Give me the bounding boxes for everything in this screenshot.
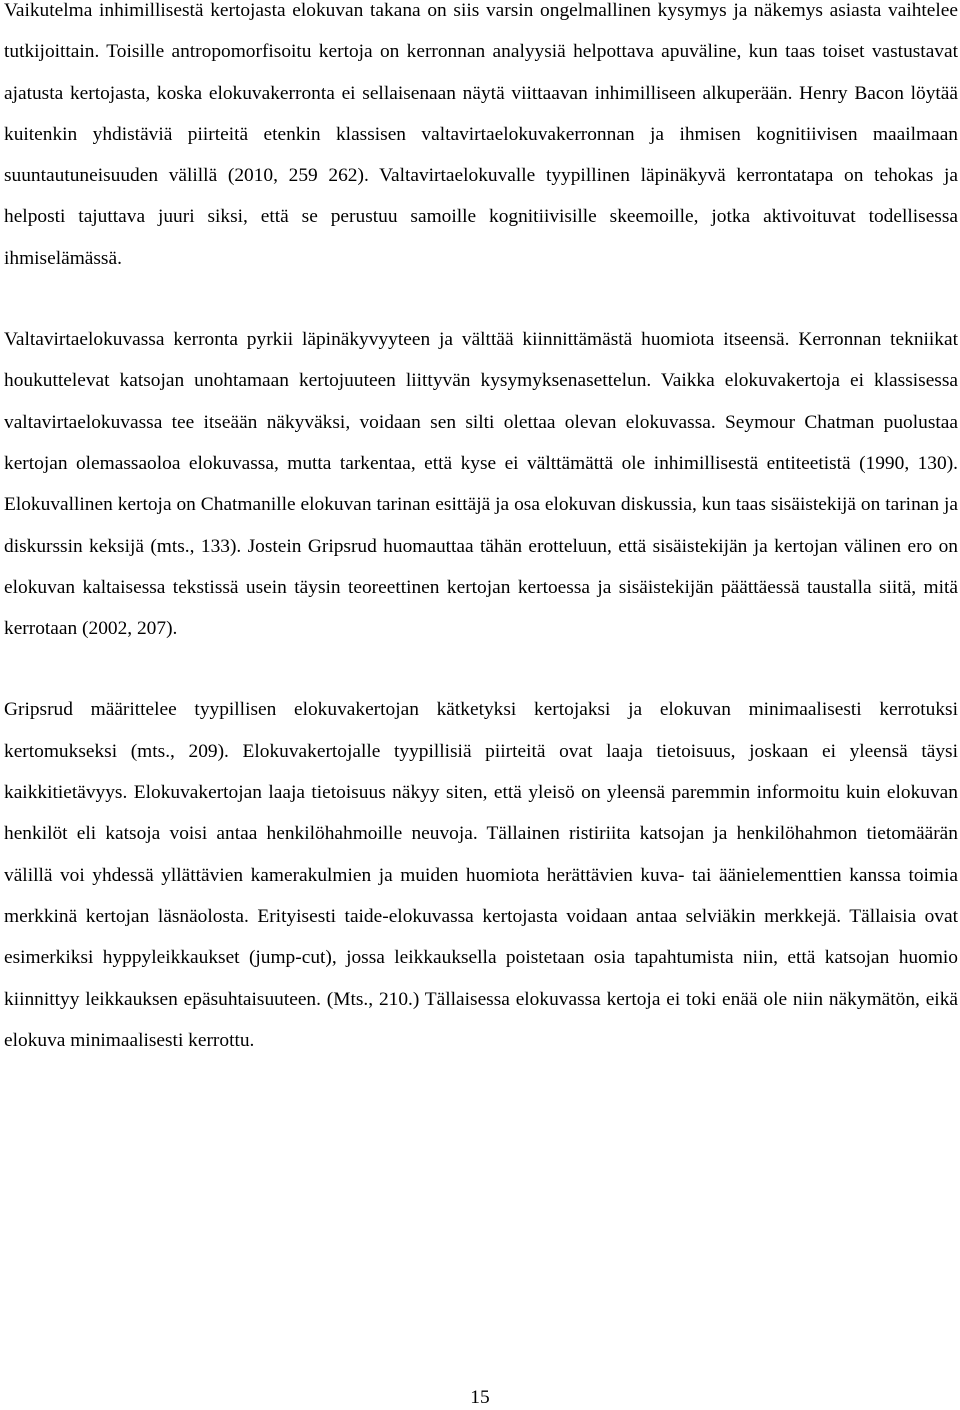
body-paragraph-2: Valtavirtaelokuvassa kerronta pyrkii läpinäkyvyyteen ja välttää kiinnittämästä huomiota itseensä. Kerronnan tekniikat houkuttelevat katsojan unohtamaan kertojuuteen liittyvän kysymyksenasettelun. Vaikka elokuvakertoja ei klassisessa valtavirtaelokuvassa tee itseään näkyväksi, voidaan sen silti olettaa olevan elokuvassa. Seymour Chatman puolustaa kertojan olemassaoloa elokuvassa, mutta tarkentaa, että kyse ei välttämättä ole inhimillisestä entiteetistä (1990, 130). Elokuvallinen kertoja on Chatmanille elokuvan tarinan esittäjä ja osa elokuvan diskussia, kun taas sisäistekijä on tarinan ja diskurssin keksijä (mts., 133). Jostein Gripsrud huomauttaa tähän erotteluun, että sisäistekijän ja kertojan välinen ero on elokuvan kaltaisessa tekstissä usein täysin teoreettinen kertojan kertoessa ja sisäistekijän päättäessä taustalla siitä, mitä kerrotaan (2002, 207). (4, 329, 958, 640)
paragraph-gap (4, 649, 958, 689)
body-paragraph-1: Vaikutelma inhimillisestä kertojasta elokuvan takana on siis varsin ongelmallinen kysymys ja näkemys asiasta vaihtelee tutkijoittain. Toisille antropomorfisoitu kertoja on kerronnan analyysiä helpottava apuväline, kun taas toiset vastustavat ajatusta kertojasta, koska elokuvakerronta ei sellaisenaan näytä viittaavan inhimilliseen alkuperään. Henry Bacon löytää kuitenkin yhdistäviä piirteitä etenkin klassisen valtavirtaelokuvakerronnan ja ihmisen kognitiivisen maailmaan suuntautuneisuuden välillä (2010, 259 262). Valtavirtaelokuvalle tyypillinen läpinäkyvä kerrontatapa on tehokas ja helposti tajuttava juuri siksi, että se perustuu samoille kognitiivisille skeemoille, jotka aktivoituvat todellisessa ihmiselämässä. (4, 0, 958, 269)
document-page (4, 0, 958, 1061)
paragraph-gap (4, 279, 958, 319)
page-number: 15 (470, 1387, 490, 1408)
body-paragraph-3: Gripsrud määrittelee tyypillisen elokuvakertojan kätketyksi kertojaksi ja elokuvan minimaalisesti kerrotuksi kertomukseksi (mts., 209). Elokuvakertojalle tyypillisiä piirteitä ovat laaja tietoisuus, joskaan ei yleensä täysi kaikkitietävyys. Elokuvakertojan laaja tietoisuus näkyy siten, että yleisö on yleensä paremmin informoitu kuin elokuvan henkilöt eli katsoja voisi antaa henkilöhahmoille neuvoja. Tällainen ristiriita katsojan ja henkilöhahmon tietomäärän välillä voi yhdessä yllättävien kamerakulmien ja muiden huomiota herättävien kuva- tai äänielementtien kanssa toimia merkkinä kertojan läsnäolosta. Erityisesti taide-elokuvassa kertojasta voidaan antaa selviäkin merkkejä. Tällaisia ovat esimerkiksi hyppyleikkaukset (jump-cut), jossa leikkauksella poistetaan osia tapahtumista niin, että katsojan huomio kiinnittyy leikkauksen epäsuhtaisuuteen. (Mts., 210.) Tällaisessa elokuvassa kertoja ei toki enää ole niin näkymätön, eikä elokuva minimaalisesti kerrottu. (4, 699, 958, 1051)
